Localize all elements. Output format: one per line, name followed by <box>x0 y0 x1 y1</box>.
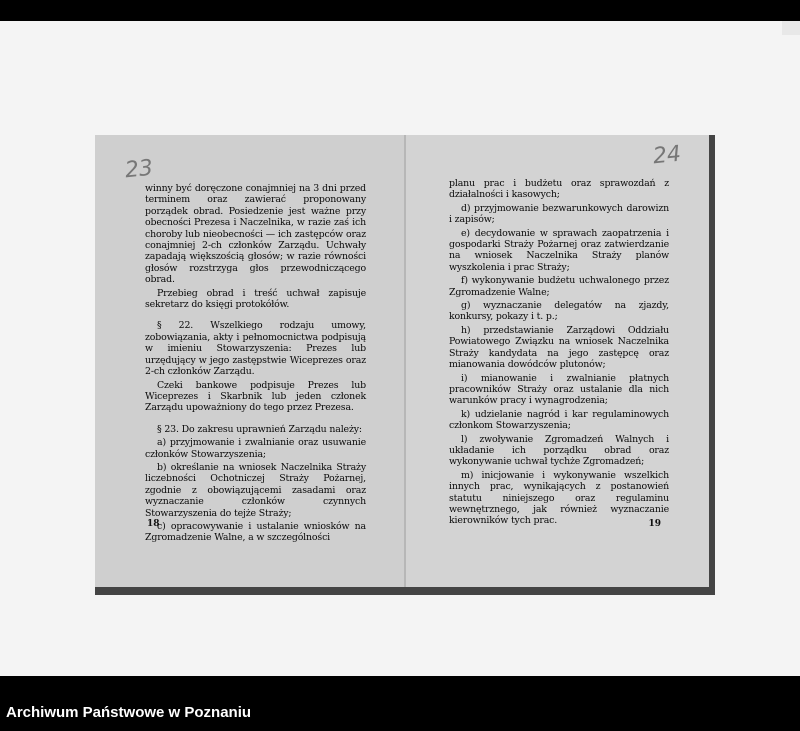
list-item: d) przyjmowanie bezwarunkowych darowizn i zapisów; <box>449 202 669 226</box>
list-item: e) decydowanie w sprawach zaopatrzenia i gospodarki Straży Pożarnej oraz zatwierdzanie na wniosek Naczelnika Straży planów wyszkolenia i prac Straży; <box>449 227 669 273</box>
list-item: g) wyznaczanie delegatów na zjazdy, konkursy, pokazy i t. p.; <box>449 300 669 323</box>
open-booklet <box>95 135 715 595</box>
handwritten-page-number: 23 <box>123 155 155 184</box>
left-page <box>95 135 406 587</box>
paragraph-section-23: § 23. Do zakresu uprawnień Zarządu należy: <box>157 423 362 435</box>
paragraph: planu prac i budżetu oraz sprawozdań z działalności i kasowych; <box>449 178 669 201</box>
paragraph-section-22: § 22. Wszelkiego rodzaju umowy, zobowiązania, akty i pełnomocnictwa podpisują w imieniu Stowarzyszenia: Prezes lub urzędujący w jego zastępstwie Wiceprezes oraz 2-ch członków Zarządu. <box>145 320 366 378</box>
list-item: m) inicjowanie i wykonywanie wszelkich innych prac, wynikających z postanowień statutu niniejszego oraz regulaminu wewnętrznego, jak również wyznaczanie kierowników tych prac. <box>449 469 669 527</box>
right-page-text <box>449 178 669 527</box>
list-item: l) zwoływanie Zgromadzeń Walnych i układanie ich porządku obrad oraz wykonywanie uchwał tychże Zgromadzeń; <box>449 433 669 468</box>
paragraph: Przebieg obrad i treść uchwał zapisuje sekretarz do księgi protokółów. <box>145 287 366 311</box>
list-item: k) udzielanie nagród i kar regulaminowych członkom Stowarzyszenia; <box>449 408 669 432</box>
right-page <box>406 135 709 587</box>
list-item: b) określanie na wniosek Naczelnika Straży liczebności Ochotniczej Straży Pożarnej, zgodnie z obowiązującemi zasadami oraz wyznaczanie członków czynnych Stowarzyszenia do tejże Straży; <box>145 461 366 519</box>
left-page-text <box>145 183 366 544</box>
list-item: i) mianowanie i zwalnianie płatnych pracowników Straży oraz ustalanie dla nich warunków pracy i wynagrodzenia; <box>449 372 669 407</box>
list-item: h) przedstawianie Zarządowi Oddziału Powiatowego Związku na wniosek Naczelnika Straży kandydata na jego zastępcę oraz mianowania dowódców plutonów; <box>449 324 669 371</box>
page-number: 18 <box>147 519 160 529</box>
list-item: f) wykonywanie budżetu uchwalonego przez Zgromadzenie Walne; <box>449 275 669 298</box>
paragraph: winny być doręczone conajmniej na 3 dni przed terminem oraz zawierać proponowany porządek obrad. Posiedzenie jest ważne przy obecności Prezesa i Naczelnika, w razie zaś ich choroby lub nieobecności — ich zastępców oraz conajmniej 2-ch członków Zarządu. Uchwały zapadają większością głosów; w razie równości głosów rozstrzyga głos przewodniczącego obrad. <box>145 183 366 286</box>
handwritten-page-number: 24 <box>651 141 683 170</box>
paragraph: Czeki bankowe podpisuje Prezes lub Wiceprezes i Skarbnik lub jeden członek Zarządu upoważniony do tego przez Prezesa. <box>145 379 366 414</box>
page-number: 19 <box>648 519 661 529</box>
archive-label: Archiwum Państwowe w Poznaniu <box>6 704 252 721</box>
list-item: a) przyjmowanie i zwalnianie oraz usuwanie członków Stowarzyszenia; <box>145 437 366 460</box>
scan-corner-mark <box>782 21 800 35</box>
list-item: c) opracowywanie i ustalanie wniosków na Zgromadzenie Walne, a w szczególności <box>145 520 366 544</box>
